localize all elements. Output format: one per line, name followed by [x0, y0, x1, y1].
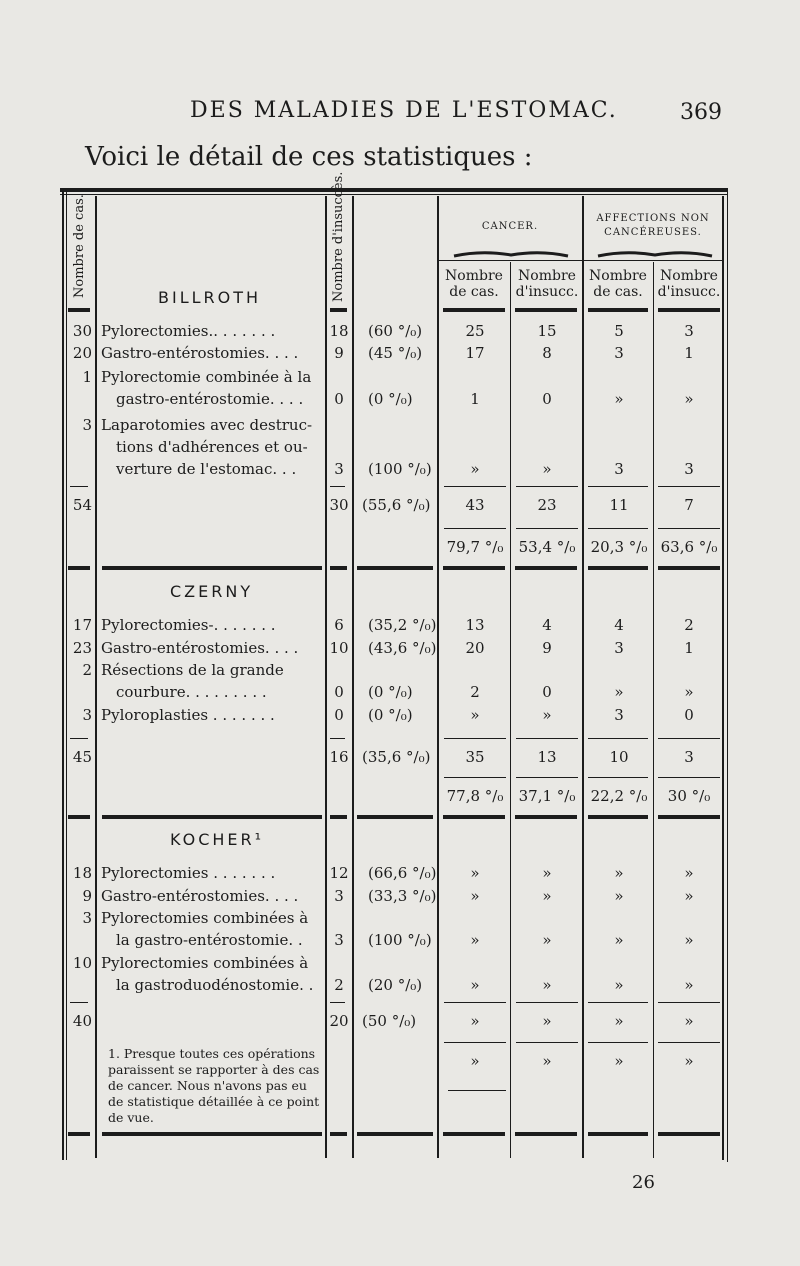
row-label: Pylorectomies . . . . . . .	[101, 864, 276, 882]
total-affections-cas: »	[614, 1012, 624, 1030]
folio: 26	[632, 1172, 655, 1193]
total-cancer-cas: 43	[465, 496, 485, 514]
affections-insucc: 1	[684, 344, 694, 362]
rule	[444, 738, 506, 739]
section-name: CZERNY	[170, 582, 254, 601]
row-nombre-insucces: 9	[334, 344, 344, 362]
row-nombre-insucces: 6	[334, 616, 344, 634]
row-percent: (0 °/₀)	[368, 390, 413, 408]
affections-cas: »	[614, 887, 624, 905]
row-label: Pylorectomies.. . . . . . .	[101, 322, 276, 340]
affections-cas: »	[614, 390, 624, 408]
pct-affections-insucc: 30 °/₀	[667, 787, 711, 805]
header-cancer-insucc: Nombre d'insucc.	[515, 268, 579, 300]
cancer-insucc: 9	[542, 639, 552, 657]
affections-cas: 3	[614, 639, 624, 657]
rule	[68, 566, 90, 570]
table-top-rule-thin	[60, 194, 728, 195]
rule	[516, 528, 578, 529]
pct-affections-cas: 22,2 °/₀	[590, 787, 648, 805]
affections-insucc: 3	[684, 322, 694, 340]
rule	[516, 738, 578, 739]
cancer-insucc: »	[542, 706, 552, 724]
cancer-cas: »	[470, 976, 480, 994]
cancer-insucc: »	[542, 887, 552, 905]
pct-affections-insucc: 63,6 °/₀	[660, 538, 718, 556]
rule	[515, 308, 577, 312]
affections-cas: 3	[614, 706, 624, 724]
total-percent: (50 °/₀)	[362, 1012, 417, 1030]
table-left-rule	[62, 188, 64, 1160]
rule	[588, 1042, 648, 1043]
row-label: Pylorectomies combinées à	[101, 909, 309, 927]
header-cancer: CANCER.	[481, 221, 539, 232]
rule	[330, 815, 347, 819]
cancer-cas: 1	[470, 390, 480, 408]
row-percent: (43,6 °/₀)	[368, 639, 437, 657]
affections-cas: »	[614, 976, 624, 994]
row-label: gastro-entérostomie. . . .	[116, 390, 304, 408]
affections-insucc: 0	[684, 706, 694, 724]
pct-affections-cas: »	[614, 1052, 624, 1070]
row-percent: (33,3 °/₀)	[368, 887, 437, 905]
cancer-cas: »	[470, 864, 480, 882]
affections-cas: »	[614, 864, 624, 882]
row-label: Résections de la grande	[101, 661, 284, 679]
row-percent: (35,2 °/₀)	[368, 616, 437, 634]
row-nombre-insucces: 18	[329, 322, 349, 340]
total-cancer-cas: 35	[465, 748, 485, 766]
row-nombre-insucces: 3	[334, 887, 344, 905]
rule	[330, 1132, 347, 1136]
rule	[357, 566, 433, 570]
row-nombre-cas: 3	[82, 416, 92, 434]
total-cancer-insucc: 13	[537, 748, 557, 766]
rule	[588, 1132, 648, 1136]
rule	[658, 815, 720, 819]
rule	[102, 815, 322, 819]
row-nombre-insucces: 0	[334, 706, 344, 724]
rule	[515, 815, 577, 819]
row-label: Laparotomies avec destruc-	[101, 416, 313, 434]
header-affections-cas: Nombre de cas.	[589, 268, 647, 300]
total-affections-insucc: 7	[684, 496, 694, 514]
affections-cas: »	[614, 683, 624, 701]
rule	[357, 815, 433, 819]
pct-cancer-cas: 79,7 °/₀	[446, 538, 504, 556]
rule	[658, 1132, 720, 1136]
rule	[330, 308, 347, 312]
pct-cancer-insucc: 37,1 °/₀	[518, 787, 576, 805]
cancer-cas: 13	[465, 616, 485, 634]
row-label: verture de l'estomac. . .	[116, 460, 297, 478]
affections-insucc: »	[684, 931, 694, 949]
cancer-insucc: »	[542, 976, 552, 994]
pct-affections-cas: 20,3 °/₀	[590, 538, 648, 556]
row-nombre-cas: 3	[82, 909, 92, 927]
cancer-insucc: 8	[542, 344, 552, 362]
rule	[443, 566, 505, 570]
affections-brace	[596, 246, 714, 258]
row-percent: (20 °/₀)	[368, 976, 423, 994]
row-percent: (100 °/₀)	[368, 460, 432, 478]
rule	[588, 486, 648, 487]
cancer-cas: 20	[465, 639, 485, 657]
header-affections: AFFECTIONS NON CANCÉREUSES.	[596, 213, 710, 238]
total-percent: (35,6 °/₀)	[362, 748, 431, 766]
affections-insucc: 3	[684, 460, 694, 478]
row-label: Pylorectomies-. . . . . . .	[101, 616, 276, 634]
row-percent: (0 °/₀)	[368, 706, 413, 724]
rule	[330, 566, 347, 570]
row-label: tions d'adhérences et ou-	[116, 438, 308, 456]
cancer-cas: 17	[465, 344, 485, 362]
row-nombre-insucces: 12	[329, 864, 349, 882]
rule	[588, 566, 648, 570]
row-nombre-insucces: 3	[334, 931, 344, 949]
row-percent: (45 °/₀)	[368, 344, 423, 362]
footnote: 1. Presque toutes ces opérations paraissent se rapporter à des cas de cancer. Nous n'avons pas eu de statistique détaillée à ce point de vue.	[108, 1046, 320, 1125]
rule	[588, 528, 648, 529]
rule	[68, 1132, 90, 1136]
table-right-rule-thin	[727, 188, 728, 1162]
rule	[70, 738, 88, 739]
rule	[588, 1002, 648, 1003]
rule	[102, 566, 322, 570]
table-left-rule-thin	[66, 188, 67, 1160]
row-nombre-cas: 3	[82, 706, 92, 724]
row-label: Pylorectomies combinées à	[101, 954, 309, 972]
row-nombre-insucces: 10	[329, 639, 349, 657]
rule	[515, 1132, 577, 1136]
rule	[588, 308, 648, 312]
row-nombre-insucces: 3	[334, 460, 344, 478]
rule	[588, 777, 648, 778]
cancer-insucc: »	[542, 864, 552, 882]
cancer-cas: 25	[465, 322, 485, 340]
section-name: KOCHER¹	[170, 830, 265, 849]
rule	[448, 1090, 506, 1091]
total-affections-insucc: »	[684, 1012, 694, 1030]
intro-text: Voici le détail de ces statistiques :	[85, 142, 533, 172]
rule	[658, 486, 720, 487]
total-cancer-cas: »	[470, 1012, 480, 1030]
rule	[588, 738, 648, 739]
row-nombre-cas: 20	[72, 344, 92, 362]
row-nombre-cas: 2	[82, 661, 92, 679]
total-affections-insucc: 3	[684, 748, 694, 766]
cancer-insucc: 15	[537, 322, 557, 340]
affections-insucc: 2	[684, 616, 694, 634]
rule	[516, 1042, 578, 1043]
rule	[444, 528, 506, 529]
row-label: la gastro-entérostomie. .	[116, 931, 303, 949]
row-nombre-cas: 9	[82, 887, 92, 905]
rule	[330, 486, 345, 487]
total-cancer-insucc: »	[542, 1012, 552, 1030]
row-label: Pylorectomie combinée à la	[101, 368, 312, 386]
row-nombre-cas: 23	[72, 639, 92, 657]
header-nombre-insucces: Nombre d'insuccès.	[331, 171, 346, 302]
affections-insucc: »	[684, 976, 694, 994]
row-label: la gastroduodénostomie. .	[116, 976, 314, 994]
rule	[444, 777, 506, 778]
row-percent: (66,6 °/₀)	[368, 864, 437, 882]
col-rule	[510, 262, 511, 1158]
affections-cas: 3	[614, 344, 624, 362]
header-nombre-de-cas: Nombre de cas.	[72, 194, 87, 298]
cancer-cas: »	[470, 887, 480, 905]
affections-insucc: 1	[684, 639, 694, 657]
cancer-insucc: »	[542, 931, 552, 949]
row-label: courbure. . . . . . . . .	[116, 683, 267, 701]
rule	[516, 1002, 578, 1003]
total-percent: (55,6 °/₀)	[362, 496, 431, 514]
pct-cancer-cas: »	[470, 1052, 480, 1070]
col-rule	[437, 196, 439, 1158]
rule	[70, 1002, 88, 1003]
rule	[516, 777, 578, 778]
affections-cas: »	[614, 931, 624, 949]
rule	[658, 1002, 720, 1003]
rule	[658, 566, 720, 570]
header-cancer-cas: Nombre de cas.	[445, 268, 503, 300]
row-nombre-cas: 17	[72, 616, 92, 634]
affections-cas: 3	[614, 460, 624, 478]
section-name: BILLROTH	[158, 288, 262, 307]
header-affections-insucc: Nombre d'insucc.	[657, 268, 721, 300]
rule	[102, 1132, 322, 1136]
affections-insucc: »	[684, 887, 694, 905]
row-label: Pyloroplasties . . . . . . .	[101, 706, 275, 724]
rule	[658, 528, 720, 529]
row-label: Gastro-entérostomies. . . .	[101, 887, 299, 905]
total-nombre-cas: 40	[72, 1012, 92, 1030]
affections-cas: 4	[614, 616, 624, 634]
rule	[443, 815, 505, 819]
row-nombre-insucces: 0	[334, 390, 344, 408]
pct-cancer-insucc: 53,4 °/₀	[518, 538, 576, 556]
cancer-cas: »	[470, 460, 480, 478]
total-nombre-insucces: 30	[329, 496, 349, 514]
row-nombre-cas: 18	[72, 864, 92, 882]
rule	[357, 1132, 433, 1136]
row-nombre-cas: 10	[72, 954, 92, 972]
row-label: Gastro-entérostomies. . . .	[101, 639, 299, 657]
rule	[658, 1042, 720, 1043]
rule	[330, 738, 345, 739]
rule	[70, 486, 88, 487]
total-nombre-insucces: 16	[329, 748, 349, 766]
cancer-cas: 2	[470, 683, 480, 701]
cancer-cas: »	[470, 931, 480, 949]
total-nombre-cas: 45	[72, 748, 92, 766]
affections-insucc: »	[684, 683, 694, 701]
rule	[444, 1042, 506, 1043]
rule	[583, 260, 723, 261]
rule	[68, 308, 90, 312]
rule	[444, 486, 506, 487]
rule	[68, 815, 90, 819]
rule	[330, 1002, 345, 1003]
cancer-brace	[452, 246, 570, 258]
running-title: DES MALADIES DE L'ESTOMAC.	[190, 98, 618, 123]
row-percent: (60 °/₀)	[368, 322, 423, 340]
affections-insucc: »	[684, 390, 694, 408]
rule	[515, 566, 577, 570]
rule	[438, 260, 583, 261]
rule	[516, 486, 578, 487]
total-affections-cas: 10	[609, 748, 629, 766]
affections-cas: 5	[614, 322, 624, 340]
col-rule	[95, 196, 97, 1158]
rule	[588, 815, 648, 819]
cancer-insucc: »	[542, 460, 552, 478]
pct-cancer-cas: 77,8 °/₀	[446, 787, 504, 805]
row-percent: (100 °/₀)	[368, 931, 432, 949]
row-nombre-insucces: 2	[334, 976, 344, 994]
total-cancer-insucc: 23	[537, 496, 557, 514]
pct-cancer-insucc: »	[542, 1052, 552, 1070]
total-nombre-cas: 54	[72, 496, 92, 514]
rule	[658, 777, 720, 778]
table-top-rule	[60, 188, 728, 192]
cancer-insucc: 0	[542, 390, 552, 408]
row-nombre-insucces: 0	[334, 683, 344, 701]
cancer-insucc: 4	[542, 616, 552, 634]
cancer-cas: »	[470, 706, 480, 724]
affections-insucc: »	[684, 864, 694, 882]
total-nombre-insucces: 20	[329, 1012, 349, 1030]
row-nombre-cas: 1	[82, 368, 92, 386]
page-number: 369	[680, 100, 722, 125]
cancer-insucc: 0	[542, 683, 552, 701]
rule	[658, 738, 720, 739]
row-label: Gastro-entérostomies. . . .	[101, 344, 299, 362]
rule	[443, 308, 505, 312]
row-percent: (0 °/₀)	[368, 683, 413, 701]
rule	[443, 1132, 505, 1136]
rule	[658, 308, 720, 312]
pct-affections-insucc: »	[684, 1052, 694, 1070]
rule	[444, 1002, 506, 1003]
total-affections-cas: 11	[609, 496, 629, 514]
row-nombre-cas: 30	[72, 322, 92, 340]
